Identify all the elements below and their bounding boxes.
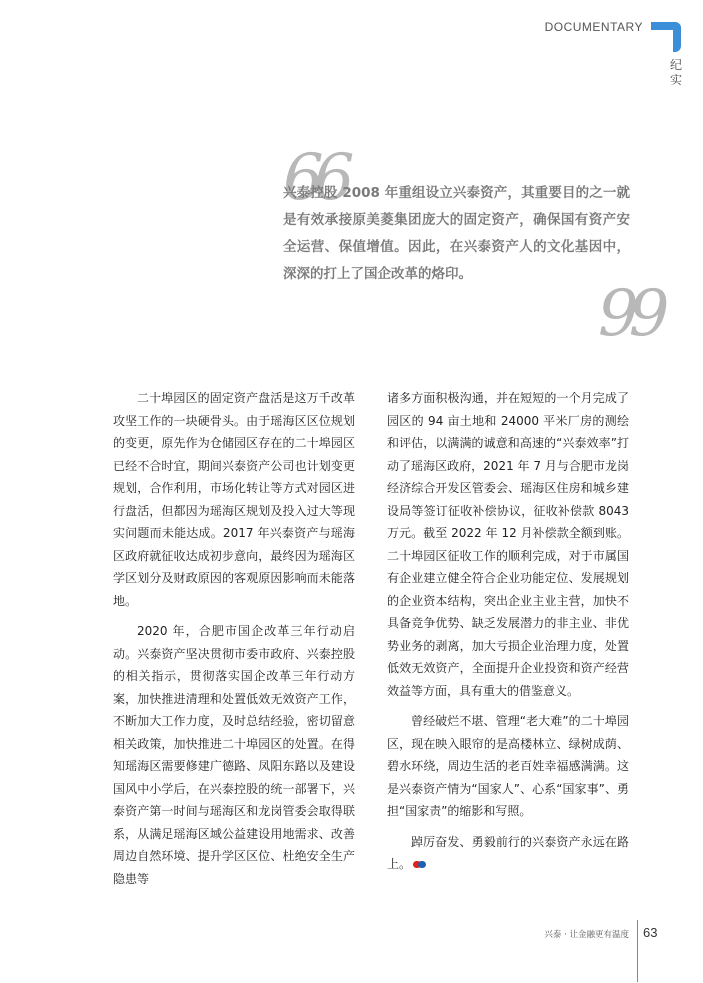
section-label-cn: [668, 58, 684, 88]
footer-divider: [637, 920, 638, 982]
footer-slogan: 兴泰 · 让金融更有温度: [544, 930, 629, 940]
open-quote-icon: 66: [283, 141, 345, 215]
end-mark-icon: [413, 860, 426, 869]
close-quote-icon: 99: [598, 277, 660, 351]
pull-quote-text: 兴泰控股 2008 年重组设立兴泰资产，其重要目的之一就是有效承接原美菱集团庞大的固定资产，确保国有资产安全运营、保值增值。因此，在兴泰资产人的文化基因中，深深的打上了国企改革的烙印。: [283, 185, 630, 282]
body-paragraph: 2020 年，合肥市国企改革三年行动启动。兴泰资产坚决贯彻市委市政府、兴泰控股的相关指示，贯彻落实国企改革三年行动方案，加快推进清理和处置低效无效资产工作，不断加大工作力度，及时总结经验，密切留意相关政策，加快推进二十埠园区的处置。在得知瑶海区需要修建广德路、凤阳东路以及建设国风中小学后，在兴泰控股的统一部署下，兴泰资产第一时间与瑶海区和龙岗管委会取得联系，从满足瑶海区域公益建设用地需求、改善周边自然环境、提升学区区位、杜绝安全生产隐患等: [113, 624, 355, 886]
body-column-left: [113, 387, 355, 898]
body-paragraph: 曾经破烂不堪、管理“老大难”的二十埠园区，现在映入眼帘的是高楼林立、绿树成荫、碧水环绕，周边生活的老百姓幸福感满满。这是兴泰资产情为“国家人”、心系“国家事”、勇担“国家责”的缩影和写照。: [387, 714, 629, 818]
corner-bracket-icon: [651, 22, 681, 52]
body-paragraph-final: [387, 831, 629, 876]
body-paragraph: 二十埠园区的固定资产盘活是这万千改革攻坚工作的一块硬骨头。由于瑶海区区位规划的变更，原先作为仓储园区存在的二十埠园区已经不合时宜，期间兴泰资产公司也计划变更规划，合作利用，市场化转让等方式对园区进行盘活，但都因为瑶海区规划及投入过大等现实问题而未能达成。2017 年兴泰资产与瑶海区政府就征收达成初步意向，最终因为瑶海区学区划分及财政原因的客观原因影响而未能落地。: [113, 391, 355, 608]
page-number: 63: [643, 925, 658, 940]
body-column-right: [387, 387, 629, 884]
section-char: 纪: [669, 58, 682, 72]
section-label: DOCUMENTARY: [544, 20, 643, 34]
body-paragraph: 诸多方面积极沟通，并在短短的一个月完成了园区的 94 亩土地和 24000 平米厂房的测绘和评估，以满满的诚意和高速的“兴泰效率”打动了瑶海区政府，2021 年 7 月与合肥市龙岗经济综合开发区管委会、瑶海区住房和城乡建设局等签订征收补偿协议，征收补偿款 8043 万元。截至 2022 年 12 月补偿款全额到账。二十埠园区征收工作的顺利完成，对于市属国有企业建立健全符合企业功能定位、发展规划的企业资本结构，突出企业主业主营，加快不具备竞争优势、缺乏发展潜力的非主业、非优势业务的剥离，加大亏损企业治理力度，处置低效无效资产，全面提升企业投资和资产经营效益等方面，具有重大的借鉴意义。: [387, 391, 629, 698]
final-sentence: 踔厉奋发、勇毅前行的兴泰资产永远在路上。: [387, 834, 629, 871]
section-char: 实: [669, 73, 682, 87]
